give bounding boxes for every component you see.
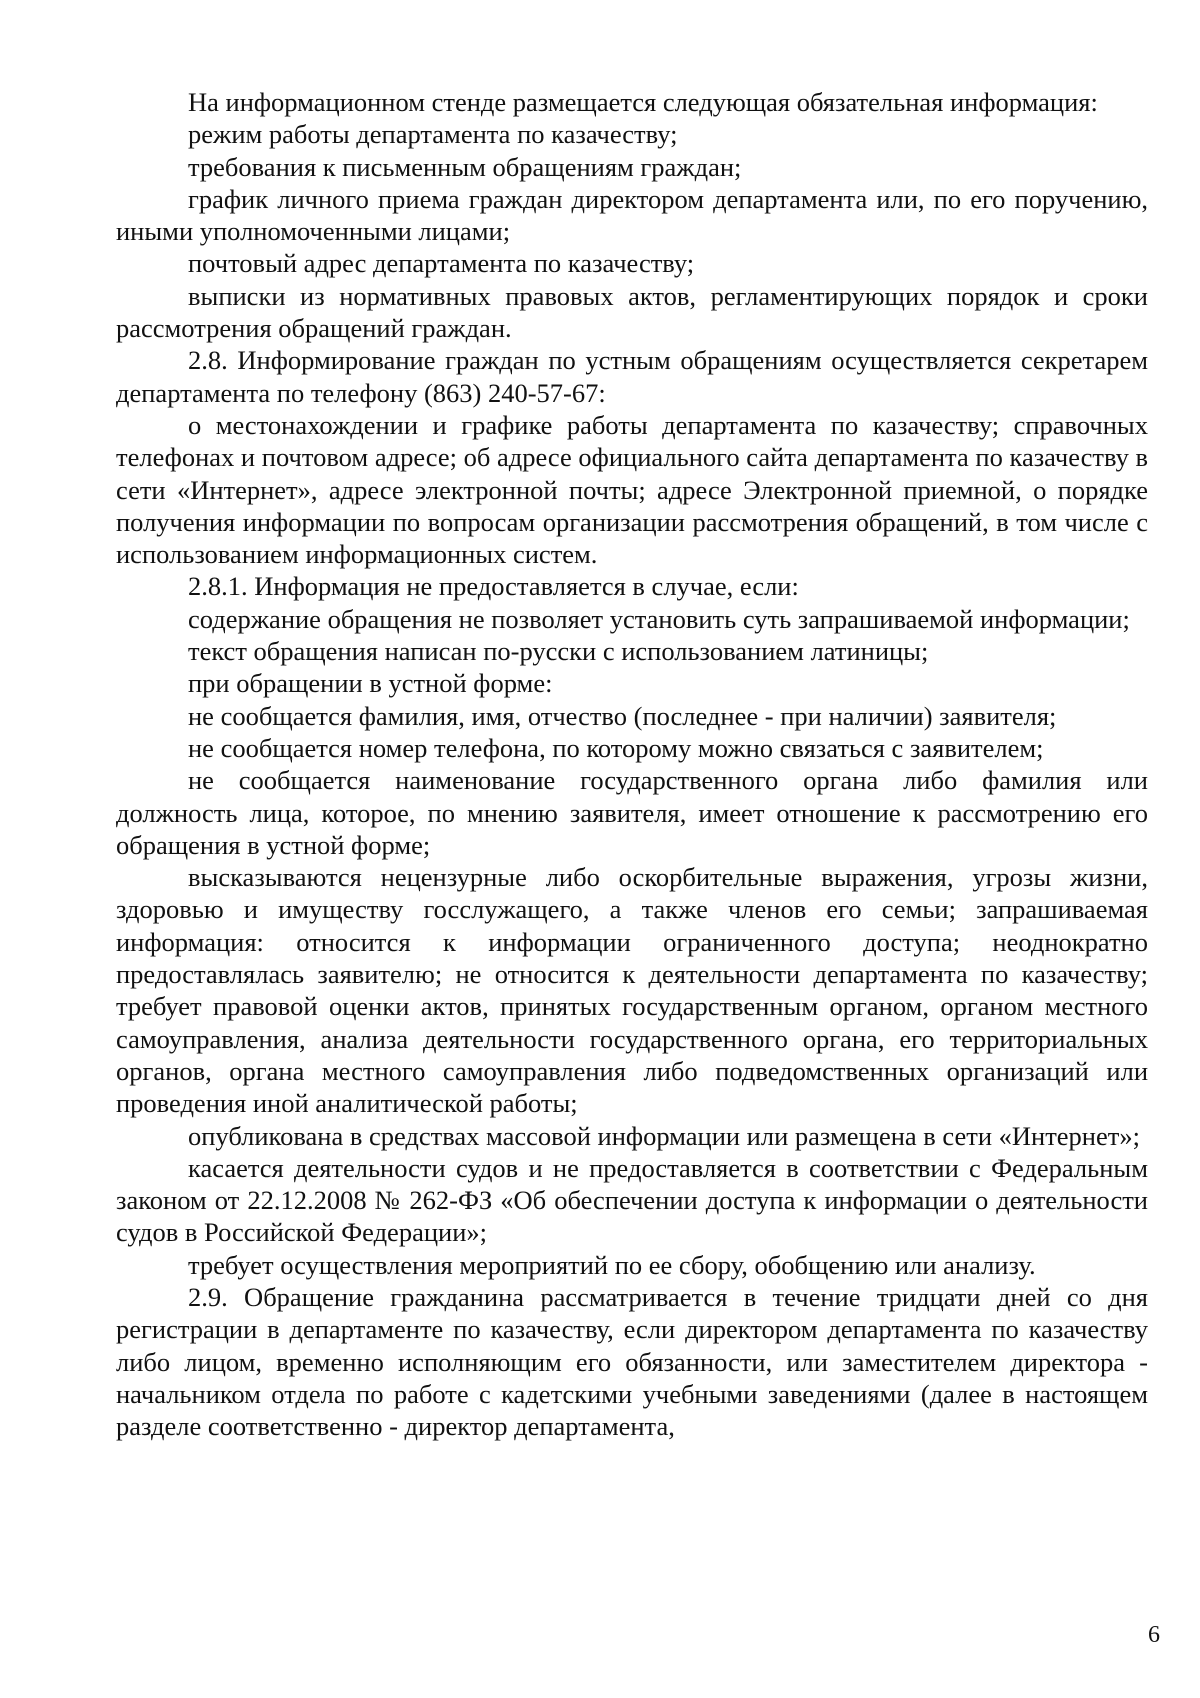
- page-number: 6: [1148, 1622, 1160, 1648]
- paragraph-section-2-9: 2.9. Обращение гражданина рассматривается в течение тридцати дней со дня регистрации в департаменте по казачеству, если директором департамента по казачеству либо лицом, временно исполняющим его обязанности, или заместителем директора - начальником отдела по работе с кадетскими учебными заведениями (далее в настоящем разделе соответственно - директор департамента,: [116, 1281, 1148, 1442]
- paragraph-no-name: не сообщается фамилия, имя, отчество (последнее - при наличии) заявителя;: [188, 700, 1057, 731]
- paragraph-no-authority: не сообщается наименование государственного органа либо фамилия или должность лица, которое, по мнению заявителя, имеет отношение к рассмотрению его обращения в устной форме;: [116, 765, 1148, 860]
- paragraph-legal-extracts: выписки из нормативных правовых актов, регламентирующих порядок и сроки рассмотрения обращений граждан.: [116, 280, 1148, 344]
- paragraph-published: опубликована в средствах массовой информации или размещена в сети «Интернет»;: [188, 1120, 1140, 1151]
- paragraph-content-unclear: содержание обращения не позволяет установить суть запрашиваемой информации;: [188, 603, 1130, 634]
- paragraph-info-stand: На информационном стенде размещается следующая обязательная информация:: [188, 87, 1098, 117]
- document-body: [116, 86, 1148, 1442]
- paragraph-latin-text: текст обращения написан по-русски с использованием латиницы;: [188, 636, 929, 667]
- paragraph-postal-address: почтовый адрес департамента по казачеству;: [188, 248, 695, 279]
- paragraph-courts: касается деятельности судов и не предоставляется в соответствии с Федеральным законом от 22.12.2008 № 262-ФЗ «Об обеспечении доступа к информации о деятельности судов в Российской Федерации»;: [116, 1152, 1148, 1248]
- paragraph-work-schedule: режим работы департамента по казачеству;: [188, 119, 678, 150]
- paragraph-reception-schedule: график личного приема граждан директором департамента или, по его поручению, иными уполномоченными лицами;: [116, 183, 1148, 247]
- paragraph-oral-form: при обращении в устной форме:: [188, 668, 553, 699]
- paragraph-section-2-8-1: 2.8.1. Информация не предоставляется в случае, если:: [188, 571, 799, 602]
- paragraph-section-2-8: 2.8. Информирование граждан по устным обращениям осуществляется секретарем департамента по телефону (863) 240-57-67:: [116, 345, 1148, 408]
- paragraph-written-requirements: требования к письменным обращениям граждан;: [188, 151, 742, 182]
- paragraph-no-phone: не сообщается номер телефона, по которому можно связаться с заявителем;: [188, 732, 1044, 763]
- paragraph-analysis: требует осуществления мероприятий по ее сбору, обобщению или анализу.: [188, 1249, 1036, 1280]
- paragraph-location-info: о местонахождении и графике работы департамента по казачеству; справочных телефонах и почтовом адресе; об адресе официального сайта департамента по казачеству в сети «Интернет», адресе электронной почты; адресе Электронной приемной, о порядке получения информации по вопросам организации рассмотрения обращений, в том числе с использованием информационных систем.: [116, 409, 1148, 570]
- paragraph-offensive: высказываются нецензурные либо оскорбительные выражения, угрозы жизни, здоровью и имуществу госслужащего, а также членов его семьи; запрашиваемая информация: относится к информации ограниченного доступа; неоднократно предоставлялась заявителю; не относится к деятельности департамента по казачеству; требует правовой оценки актов, принятых государственным органом, органом местного самоуправления, анализа деятельности государственного органа, его территориальных органов, органа местного самоуправления либо подведомственных организаций или проведения иной аналитической работы;: [116, 862, 1148, 1119]
